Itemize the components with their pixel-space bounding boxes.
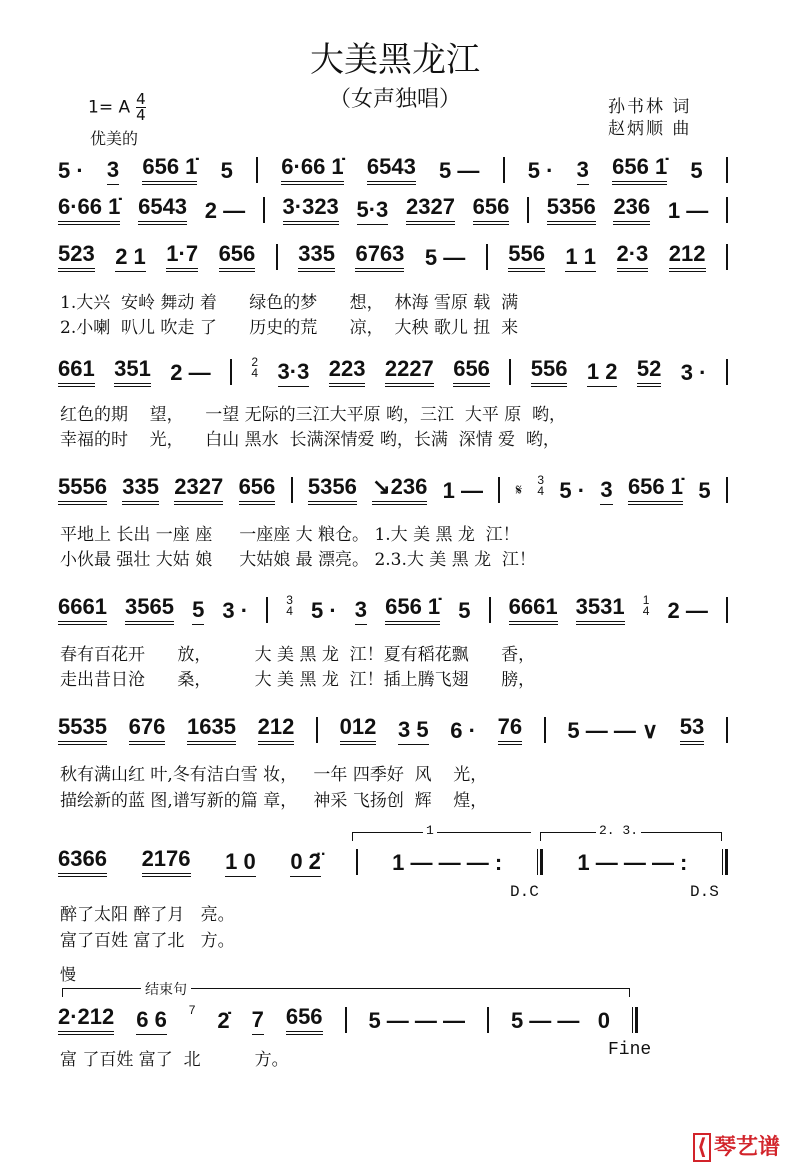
note-group: 6366 <box>58 847 107 877</box>
note-group: 1 — <box>667 198 709 223</box>
barline <box>489 597 491 623</box>
notation-row <box>58 195 728 225</box>
barline <box>509 359 511 385</box>
note-group: 5·3 <box>357 198 389 225</box>
fine-mark: Fine <box>608 1040 652 1060</box>
volta-1 <box>352 823 531 841</box>
note-group: 661 <box>58 357 95 387</box>
note-group: 5 <box>690 158 703 183</box>
meter-digit: 3 <box>286 593 293 607</box>
lyricist-credit: 孙书林 词 <box>608 97 692 117</box>
note-group: 656 <box>219 242 256 272</box>
lyric-line: 2.小喇 叭儿 吹走 了 历史的荒 凉， 大秧 歌儿 扭 来 <box>60 318 519 338</box>
notation-row <box>58 715 728 745</box>
note-group: 6543 <box>367 155 416 185</box>
note-group: 2227 <box>385 357 434 387</box>
barline <box>544 717 546 743</box>
note-group: 1635 <box>187 715 236 745</box>
note-group: 3 <box>577 158 589 185</box>
note-group: 2176 <box>142 847 191 877</box>
note-group: 5 — — ∨ <box>567 718 659 743</box>
lyric-line: 富 了百姓 富了 北 方。 <box>60 1050 289 1070</box>
note-group: 212 <box>258 715 295 745</box>
note-group: 012 <box>340 715 377 745</box>
note-group: 351 <box>114 357 151 387</box>
note-group: 656 1̇ <box>142 155 197 185</box>
barline <box>291 477 293 503</box>
tempo-marking: 优美的 <box>90 129 139 148</box>
note-group: 3531 <box>576 595 625 625</box>
lyric-line: 富了百姓 富了北 方。 <box>60 931 235 951</box>
note-group: 5 <box>458 598 471 623</box>
barline <box>726 157 728 183</box>
lyric-line: 小伙最 强壮 大姑 娘 大姑娘 最 漂亮。 2.3.大 美 黑 龙 江！ <box>60 550 536 570</box>
meter-change <box>643 595 650 617</box>
note-group: 3 · <box>680 360 707 385</box>
note-group: 656 <box>473 195 510 225</box>
notation-row <box>58 1005 638 1035</box>
note-group: 3565 <box>125 595 174 625</box>
note-group: 3 <box>355 598 367 625</box>
note-group: 52 <box>637 357 661 387</box>
note-group: 656 1̇ <box>628 475 683 505</box>
note-group: 6763 <box>355 242 404 272</box>
note-group: 6 · <box>450 718 476 743</box>
barline <box>356 849 358 875</box>
note-group: 5356 <box>308 475 357 505</box>
note-group: 6543 <box>138 195 187 225</box>
lyric-line: 醉了太阳 醉了月 亮。 <box>60 905 235 925</box>
barline <box>266 597 268 623</box>
note-group: ↘236 <box>372 475 427 505</box>
note-group: 5 <box>220 158 233 183</box>
barline <box>498 477 500 503</box>
meter-change <box>286 595 293 617</box>
time-top: 4 <box>136 90 146 108</box>
note-group: 656 1̇ <box>612 155 667 185</box>
meter-change <box>537 475 544 497</box>
note-group: 6 6 <box>136 1008 167 1035</box>
barline <box>527 197 529 223</box>
note-group: 5 — — — <box>368 1008 466 1033</box>
barline <box>345 1007 347 1033</box>
note-group: 76 <box>498 715 522 745</box>
note-group: 676 <box>129 715 166 745</box>
note-group: 656 <box>239 475 276 505</box>
barline <box>726 244 728 270</box>
barline <box>726 597 728 623</box>
segno-icon: 𝄋 <box>515 482 523 499</box>
ending-bracket <box>62 982 630 998</box>
barline <box>256 157 258 183</box>
note-group: 236 <box>613 195 650 225</box>
note-group: 6661 <box>509 595 558 625</box>
note-group: 0 2̈ <box>290 850 321 877</box>
note-group: 3 <box>600 478 612 505</box>
meter-digit: 4 <box>537 484 545 498</box>
barline <box>726 197 728 223</box>
notation-row <box>58 155 728 185</box>
volta-2-label: 2. 3. <box>596 823 641 838</box>
note-group: 656 <box>286 1005 323 1035</box>
notation-row <box>58 357 728 387</box>
note-group: 5 — — 0 <box>510 1008 610 1033</box>
song-subtitle: （女声独唱） <box>328 87 461 112</box>
notation-row <box>58 847 728 877</box>
note-group: 6·66 1̇ <box>281 155 343 185</box>
note-group: 6661 <box>58 595 107 625</box>
note-group: 2·3 <box>617 242 649 272</box>
note-group: 2327 <box>174 475 223 505</box>
key-label: 1= A <box>88 97 131 118</box>
lyric-line: 春有百花开 放， 大 美 黑 龙 江！夏有稻花飘 香， <box>60 645 536 665</box>
note-group: 2 — <box>667 598 708 623</box>
note-group: 335 <box>298 242 335 272</box>
note-group: 5 · <box>58 158 84 183</box>
barline <box>726 717 728 743</box>
slow-marking: 慢 <box>60 965 77 984</box>
note-group: 656 1̇ <box>385 595 440 625</box>
lyric-line: 幸福的时 光， 白山 黑水 长满深情爱 哟，长满 深情 爱 哟， <box>60 430 560 450</box>
note-group: 223 <box>329 357 366 387</box>
double-barline <box>537 849 543 875</box>
note-group: 5 · <box>559 478 586 503</box>
note-group: 2 — <box>170 360 211 385</box>
notation-row <box>58 475 728 505</box>
note-group: 1 0 <box>225 850 256 877</box>
barline <box>726 477 728 503</box>
composer-credit: 赵炳顺 曲 <box>608 119 692 139</box>
note-group: 1 2 <box>587 360 618 387</box>
note-group: 656 <box>453 357 490 387</box>
barline <box>263 197 265 223</box>
barline <box>230 359 232 385</box>
note-group: 5 — <box>424 245 466 270</box>
ds-mark: D.S <box>690 883 719 901</box>
barline <box>276 244 278 270</box>
meter-digit: 7 <box>188 1003 196 1017</box>
key-signature <box>88 92 146 123</box>
meter-change <box>251 357 258 379</box>
watermark-logo: ⟨ 琴艺谱 <box>693 1130 780 1161</box>
barline <box>726 359 728 385</box>
note-group: 1 — <box>442 478 483 503</box>
note-group: 523 <box>58 242 95 272</box>
notation-row <box>58 595 728 625</box>
note-group: 2 1 <box>115 245 146 272</box>
note-group: 2·212 <box>58 1005 114 1035</box>
meter-digit: 4 <box>642 604 650 618</box>
note-group: 3·3 <box>278 360 310 387</box>
lyric-line: 描绘新的蓝 图,谱写新的篇 章， 神采 飞扬创 辉 煌， <box>60 791 488 811</box>
meter-digit: 4 <box>286 604 293 618</box>
note-group: 5535 <box>58 715 107 745</box>
double-barline <box>632 1007 638 1033</box>
note-group: 212 <box>669 242 706 272</box>
ending-label: 结束句 <box>141 979 191 999</box>
lyric-line: 1.大兴 安岭 舞动 着 绿色的梦 想， 林海 雪原 载 满 <box>60 293 519 313</box>
meter-digit: 3 <box>537 473 545 487</box>
meter-digit: 4 <box>251 366 259 380</box>
note-group: 2327 <box>406 195 455 225</box>
note-group: 5356 <box>547 195 596 225</box>
note-group: 3 <box>107 158 119 185</box>
note-group: 1 — — — : <box>577 850 688 875</box>
lyric-line: 走出昔日沧 桑， 大 美 黑 龙 江！插上腾飞翅 膀， <box>60 670 536 690</box>
double-barline <box>722 849 728 875</box>
note-group: 5 <box>192 598 204 625</box>
song-title: 大美黑龙江 <box>310 40 480 80</box>
note-group: 556 <box>531 357 568 387</box>
dc-mark: D.C <box>510 883 539 901</box>
barline <box>316 717 318 743</box>
barline <box>503 157 505 183</box>
note-group: 3·323 <box>283 195 339 225</box>
note-group: 1·7 <box>166 242 198 272</box>
note-group: 1 1 <box>565 245 596 272</box>
barline <box>486 244 488 270</box>
note-group: 7 <box>252 1008 264 1035</box>
notation-row <box>58 242 728 272</box>
note-group: 3 · <box>222 598 249 623</box>
meter-digit: 1 <box>642 593 650 607</box>
lyric-line: 秋有满山红 叶,冬有洁白雪 妆， 一年 四季好 风 光， <box>60 765 488 785</box>
note-group: 5 · <box>527 158 554 183</box>
note-group: 556 <box>508 242 545 272</box>
note-group: 1 — — — : <box>392 850 503 875</box>
meter-change <box>189 1005 196 1016</box>
note-group: 5556 <box>58 475 107 505</box>
note-group: 53 <box>680 715 704 745</box>
note-group: 2̇ <box>217 1008 230 1033</box>
note-group: 6·66 1̇ <box>58 195 120 225</box>
meter-digit: 2 <box>251 355 259 369</box>
note-group: 3 5 <box>398 718 429 745</box>
volta-2 <box>540 823 722 841</box>
time-signature <box>136 92 146 123</box>
note-group: 5 — <box>439 158 480 183</box>
barline <box>487 1007 489 1033</box>
lyric-line: 平地上 长出 一座 座 一座座 大 粮仓。 1.大 美 黑 龙 江！ <box>60 525 520 545</box>
note-group: 5 · <box>311 598 337 623</box>
logo-text: 琴艺谱 <box>713 1135 780 1160</box>
note-group: 335 <box>122 475 159 505</box>
lyric-line: 红色的期 望， 一望 无际的三江大平原 哟，三江 大平 原 哟， <box>60 405 567 425</box>
volta-1-label: 1 <box>423 823 437 838</box>
note-group: 2 — <box>204 198 246 223</box>
note-group: 5 <box>698 478 711 503</box>
time-bottom: 4 <box>136 106 146 124</box>
